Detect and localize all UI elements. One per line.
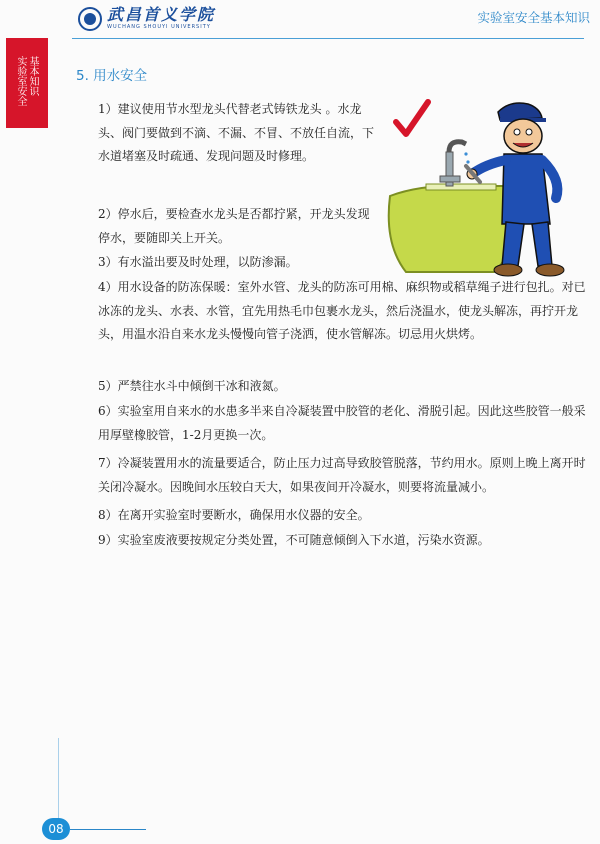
- list-item: [98, 452, 592, 499]
- item-text: 建议使用节水型龙头代替老式铸铁龙头 。水龙头、阀门要做到不滴、不漏、不冒、不放任自流，下水道堵塞及时疏通、发现问题及时修理。: [98, 102, 375, 163]
- side-tab-line-1: 基本知识: [27, 56, 38, 96]
- item-number: 9）: [98, 533, 118, 547]
- item-text: 停水后，要检查水龙头是否都拧紧，开龙头发现停水，要随即关上开关。: [98, 207, 370, 245]
- section-title: 5. 用水安全: [76, 68, 148, 84]
- item-text: 冷凝装置用水的流量要适合，防止压力过高导致胶管脱落，节约用水。原则上晚上离开时关闭冷凝水。因晚间水压较白天大，如果夜间开冷凝水，则要将流量减小。: [98, 456, 586, 494]
- item-number: 7）: [98, 456, 118, 470]
- item-text: 在离开实验室时要断水，确保用水仪器的安全。: [117, 508, 370, 522]
- list-item: [98, 98, 378, 169]
- item-number: 1）: [98, 102, 118, 116]
- footer-vertical-rule: [58, 738, 59, 828]
- check-mark-icon: [396, 102, 428, 134]
- item-number: 3）: [98, 255, 118, 269]
- logo-english-name: WUCHANG SHOUYI UNIVERSITY: [107, 24, 211, 30]
- item-number: 5）: [98, 379, 118, 393]
- item-number: 8）: [98, 508, 118, 522]
- list-item: [98, 276, 592, 347]
- header-title: 实验室安全基本知识: [477, 10, 590, 25]
- side-tab-line-2: 实验室安全: [15, 56, 26, 106]
- plumber-illustration: [386, 94, 582, 284]
- footer-horizontal-rule: [70, 829, 146, 830]
- page-number-badge: 08: [42, 818, 70, 840]
- header-divider: [72, 38, 584, 39]
- item-text: 有水溢出要及时处理，以防渗漏。: [117, 255, 298, 269]
- logo-chinese-name: 武昌首义学院: [107, 5, 216, 24]
- chapter-side-tab: [6, 38, 48, 128]
- faucet-icon: [440, 142, 470, 186]
- sink-basin: [389, 185, 516, 272]
- item-number: 6）: [98, 404, 118, 418]
- item-number: 4）: [98, 280, 118, 294]
- university-logo: [78, 6, 215, 31]
- list-item: [98, 375, 592, 399]
- item-text: 严禁往水斗中倾倒干冰和液氮。: [117, 379, 286, 393]
- item-number: 2）: [98, 207, 118, 221]
- list-item: [98, 504, 592, 528]
- emblem-icon: [78, 7, 102, 31]
- item-text: 实验室用自来水的水患多半来自冷凝装置中胶管的老化、滑脱引起。因此这些胶管一般采用厚壁橡胶管，1-2月更换一次。: [98, 404, 586, 442]
- item-text: 实验室废液要按规定分类处置，不可随意倾倒入下水道，污染水资源。: [117, 533, 490, 547]
- list-item: [98, 203, 378, 250]
- list-item: [98, 529, 592, 553]
- item-text: 用水设备的防冻保暖：室外水管、龙头的防冻可用棉、麻织物或稻草绳子进行包扎。对已冰冻的龙头、水表、水管，宜先用热毛巾包裹水龙头，然后浇温水，使龙头解冻，再拧开龙头，用温水沿自来水龙头慢慢向管子浇洒，使水管解冻。切忌用火烘烤。: [98, 280, 586, 341]
- list-item: [98, 400, 592, 447]
